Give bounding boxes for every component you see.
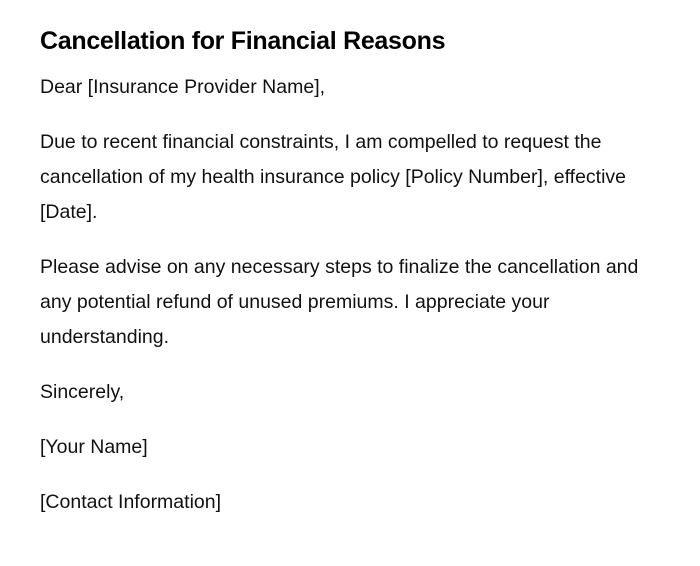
body-paragraph: Please advise on any necessary steps to finalize the cancellation and any potential refund of unused premiums. I appreciate your understanding. <box>40 256 639 348</box>
letter-title: Cancellation for Financial Reasons <box>40 27 446 55</box>
closing: Sincerely, <box>40 381 125 403</box>
body-paragraph: Due to recent financial constraints, I am compelled to request the cancellation of my health insurance policy [Policy Number], effective [Date]. <box>40 131 627 223</box>
contact-information: [Contact Information] <box>40 491 222 513</box>
signature-name: [Your Name] <box>40 436 148 458</box>
salutation: Dear [Insurance Provider Name], <box>40 76 326 98</box>
